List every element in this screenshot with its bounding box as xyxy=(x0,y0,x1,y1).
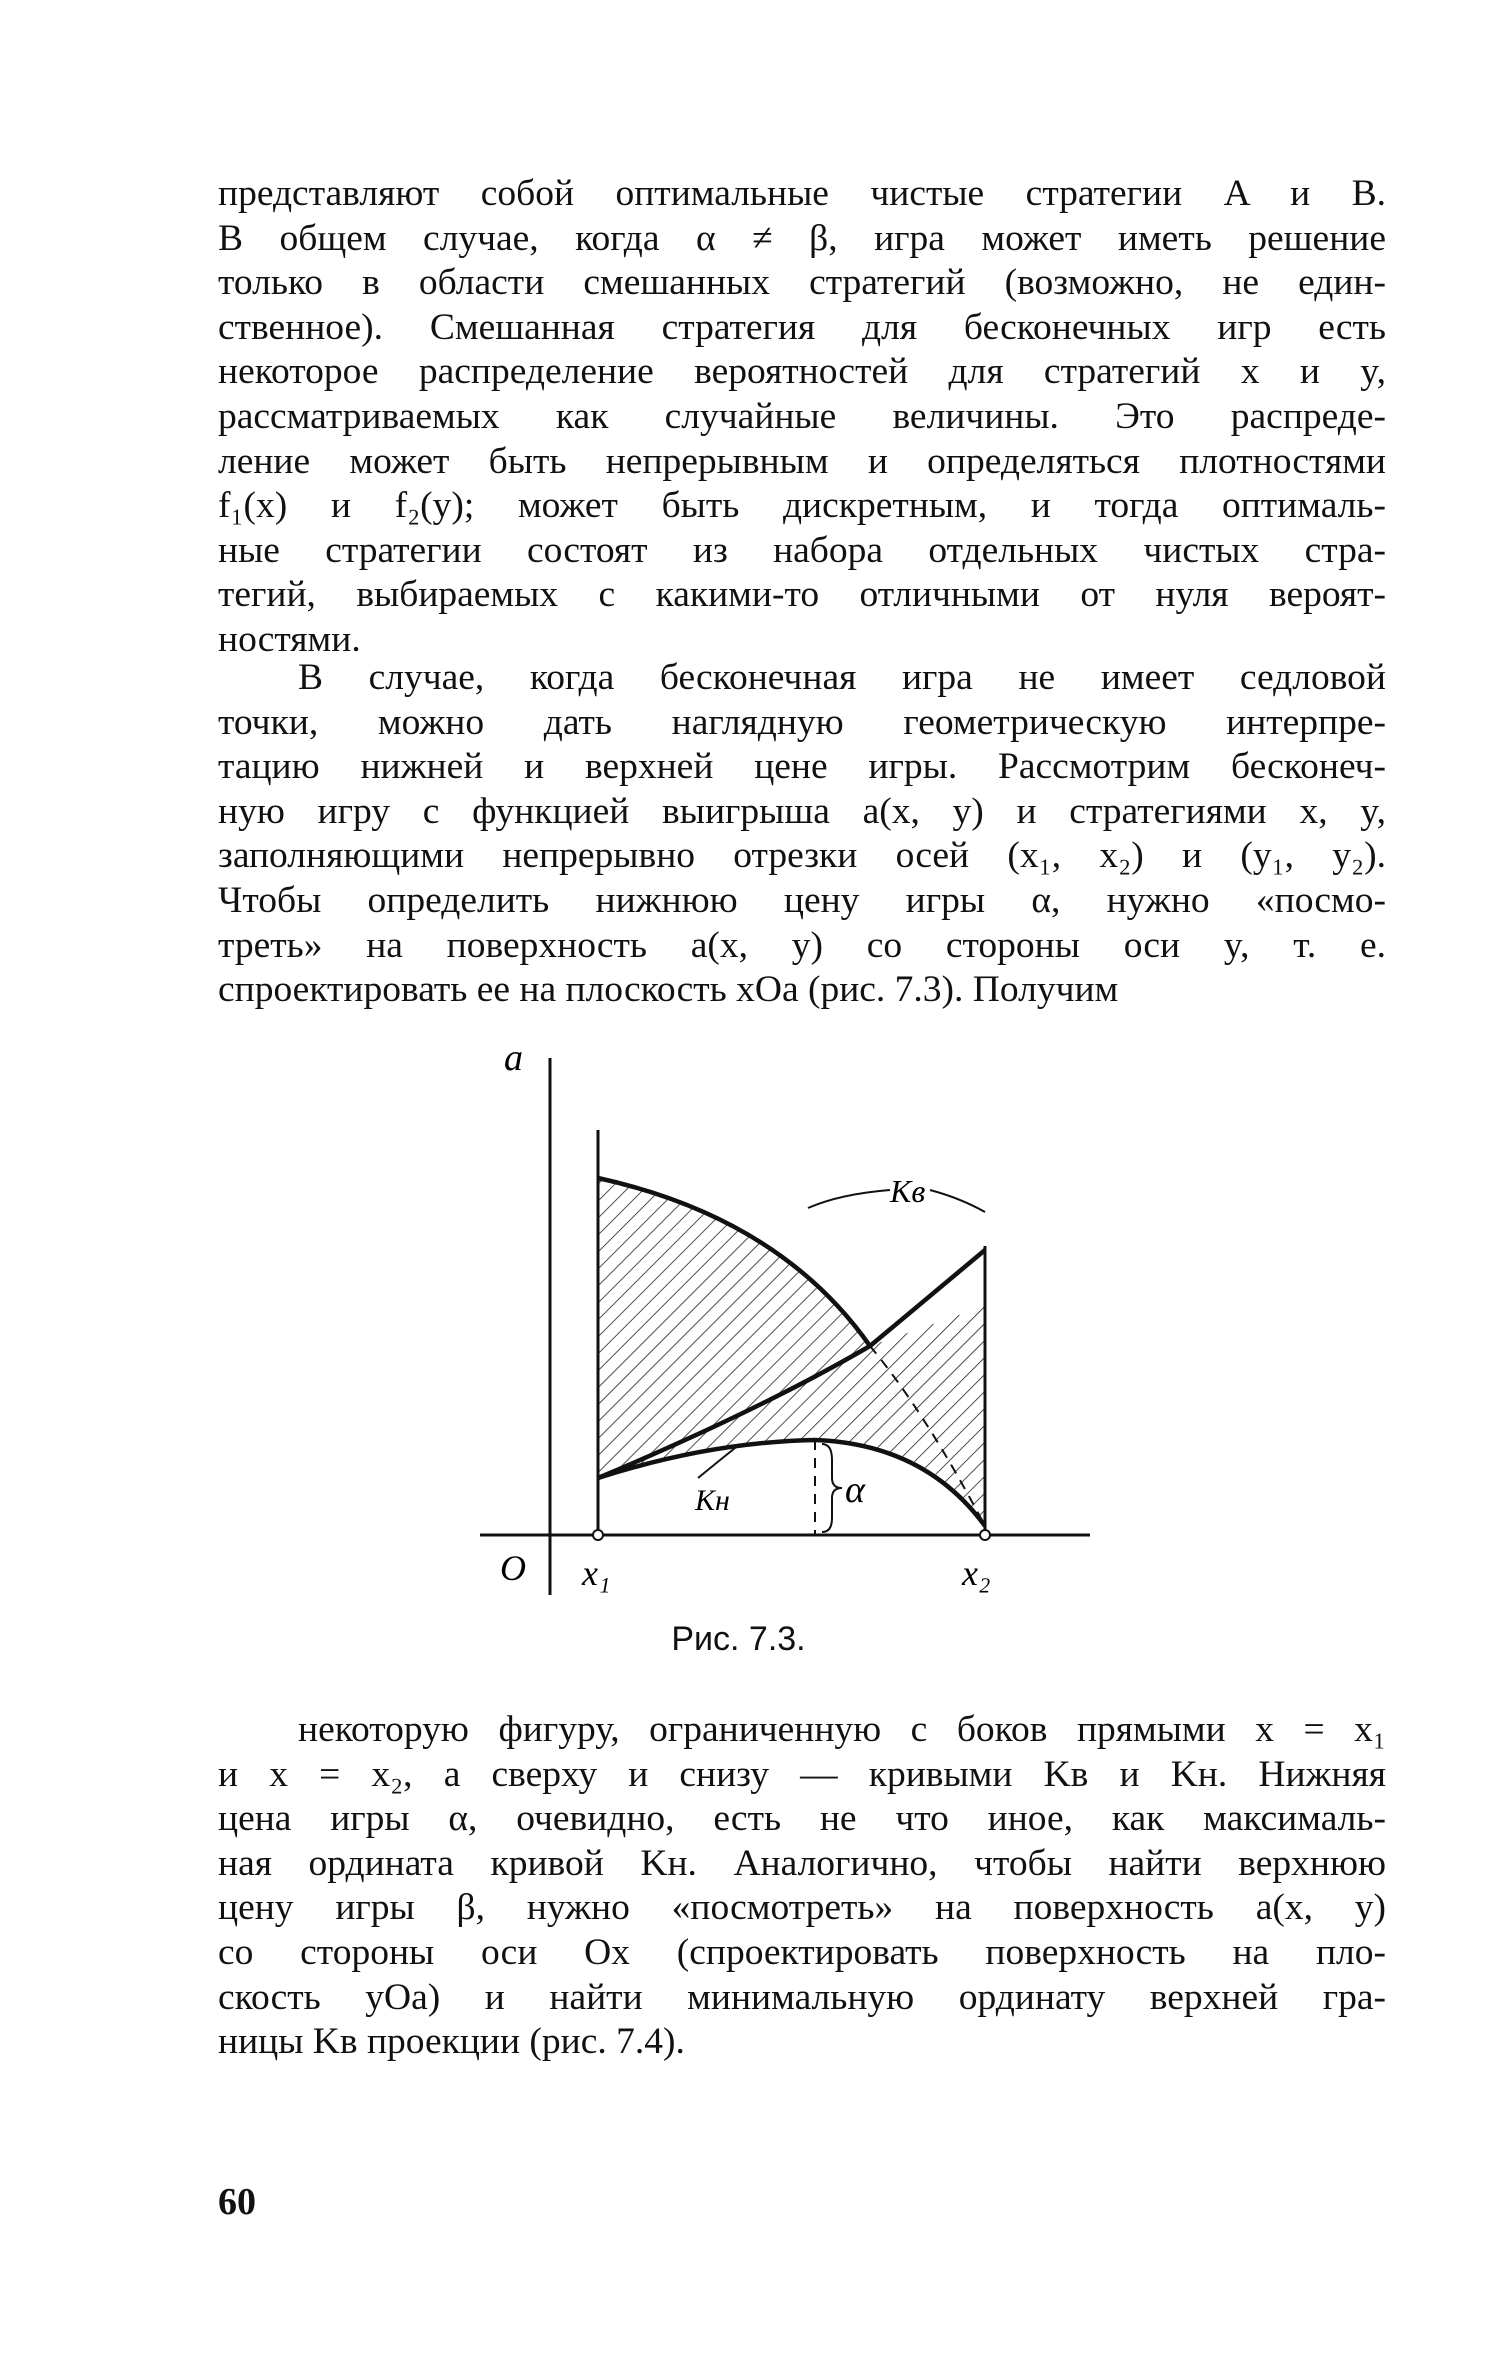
text-line: со стороны оси Ox (спроектировать поверхность на пло- xyxy=(218,1931,1386,1973)
text-line: В общем случае, когда α ≠ β, игра может иметь решение xyxy=(218,217,1386,259)
page-number: 60 xyxy=(218,2181,256,2223)
text-line: некоторое распределение вероятностей для стратегий x и y, xyxy=(218,351,1386,393)
text-line: представляют собой оптимальные чистые стратегии A и B. xyxy=(218,173,1386,214)
point-x2 xyxy=(980,1530,990,1540)
text-line: цена игры α, очевидно, есть не что иное, как максималь- xyxy=(218,1798,1386,1840)
kv-leader-2 xyxy=(930,1190,985,1212)
text-line: ностями. xyxy=(218,618,361,660)
text-line: ственное). Смешанная стратегия для бесконечных игр есть xyxy=(218,306,1386,348)
text-line: только в области смешанных стратегий (возможно, не един- xyxy=(218,262,1386,304)
text-line: тегий, выбираемых с какими-то отличными от нуля вероят- xyxy=(218,574,1386,616)
kv-leader xyxy=(808,1190,890,1208)
text-line: скость yOa) и найти минимальную ординату верхней гра- xyxy=(218,1976,1386,2018)
text-line: и x = x₂, а сверху и снизу — кривыми Kв и Kн. Нижняя xyxy=(218,1753,1386,1795)
figure-7-3 xyxy=(470,1040,1110,1600)
paragraph-1 xyxy=(218,172,1386,663)
text-line: цену игры β, нужно «посмотреть» на поверхность a(x, y) xyxy=(218,1887,1386,1929)
text-line: ная ордината кривой Kн. Аналогично, чтобы найти верхнюю xyxy=(218,1842,1386,1884)
x2-label: x₂ xyxy=(962,1553,991,1593)
figure-caption: Рис. 7.3. xyxy=(671,1620,806,1658)
text-line: ные стратегии состоят из набора отдельных чистых стра- xyxy=(218,529,1386,571)
kn-label: Kн xyxy=(695,1484,730,1517)
origin-label: O xyxy=(500,1548,526,1588)
point-x1 xyxy=(593,1530,603,1540)
text-line: точки, можно дать наглядную геометрическую интерпре- xyxy=(218,701,1386,743)
text-line: рассматриваемых как случайные величины. Это распреде- xyxy=(218,395,1386,437)
text-line: В случае, когда бесконечная игра не имеет седловой xyxy=(298,657,1386,698)
alpha-brace xyxy=(822,1444,842,1532)
axis-y-label: a xyxy=(504,1040,523,1079)
alpha-label: α xyxy=(845,1469,865,1511)
text-line: тацию нижней и верхней цене игры. Рассмотрим бесконеч- xyxy=(218,746,1386,788)
x1-label: x₁ xyxy=(582,1553,611,1593)
text-line: ление может быть непрерывным и определяться плотностями xyxy=(218,440,1386,482)
text-line: ницы Kв проекции (рис. 7.4). xyxy=(218,2021,685,2063)
text-line: ную игру с функцией выигрыша a(x, y) и стратегиями x, y, xyxy=(218,790,1386,832)
text-line: некоторую фигуру, ограниченную с боков прямыми x = x₁ xyxy=(298,1709,1386,1750)
text-line: заполняющими непрерывно отрезки осей (x₁, x₂) и (y₁, y₂). xyxy=(218,835,1386,877)
text-line: треть» на поверхность a(x, y) со стороны оси y, т. е. xyxy=(218,924,1386,966)
paragraph-3 xyxy=(218,1708,1386,2065)
text-line: f₁(x) и f₂(y); может быть дискретным, и тогда оптималь- xyxy=(218,485,1386,527)
text-line: Чтобы определить нижнюю цену игры α, нужно «посмо- xyxy=(218,879,1386,921)
paragraph-2 xyxy=(218,656,1386,1013)
kv-label: Kв xyxy=(890,1173,926,1209)
text-line: спроектировать ее на плоскость xOa (рис. 7.3). Получим xyxy=(218,969,1119,1011)
